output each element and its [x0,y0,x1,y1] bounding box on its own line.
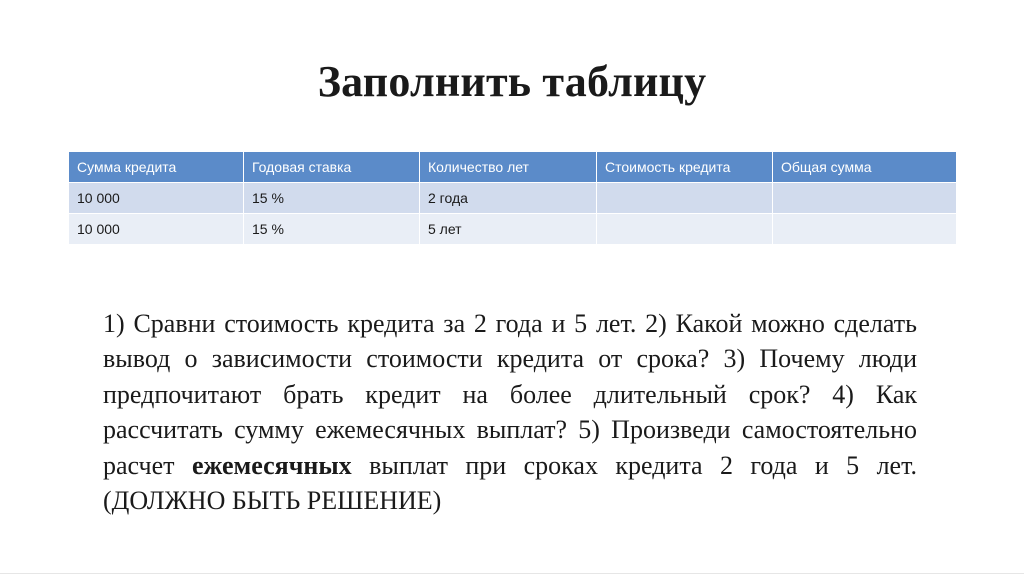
cell-loan-amount: 10 000 [69,183,244,214]
header-loan-amount: Сумма кредита [69,152,244,183]
tasks-text-part1: 1) Сравни стоимость кредита за 2 года и 5 лет. 2) Какой можно сделать вывод о зависимости стоимости кредита от срока? 3) Почему люди предпочитают брать кредит на более длительный срок? 4) Как рассчитать сумму ежемесячных выплат? 5) Произведи самостоятельно расчет [103,309,917,480]
cell-total-sum [773,214,957,245]
cell-years: 2 года [420,183,597,214]
tasks-text-part2: выплат при сроках кредита 2 года и 5 лет. (ДОЛЖНО БЫТЬ РЕШЕНИЕ) [103,450,918,516]
header-years: Количество лет [420,152,597,183]
header-total-sum: Общая сумма [773,152,957,183]
credit-table [69,152,956,244]
table-header-row [69,152,956,183]
cell-annual-rate: 15 % [244,214,420,245]
cell-loan-cost [597,183,773,214]
cell-loan-cost [597,214,773,245]
cell-annual-rate: 15 % [244,183,420,214]
table-row [69,183,956,214]
header-loan-cost: Стоимость кредита [597,152,773,183]
tasks-text-bold: ежемесячных [191,450,352,480]
tasks-text [103,306,917,518]
header-annual-rate: Годовая ставка [244,152,420,183]
cell-loan-amount: 10 000 [69,214,244,245]
cell-years: 5 лет [420,214,597,245]
slide-title: Заполнить таблицу [317,57,707,106]
table-row [69,214,956,245]
cell-total-sum [773,183,957,214]
